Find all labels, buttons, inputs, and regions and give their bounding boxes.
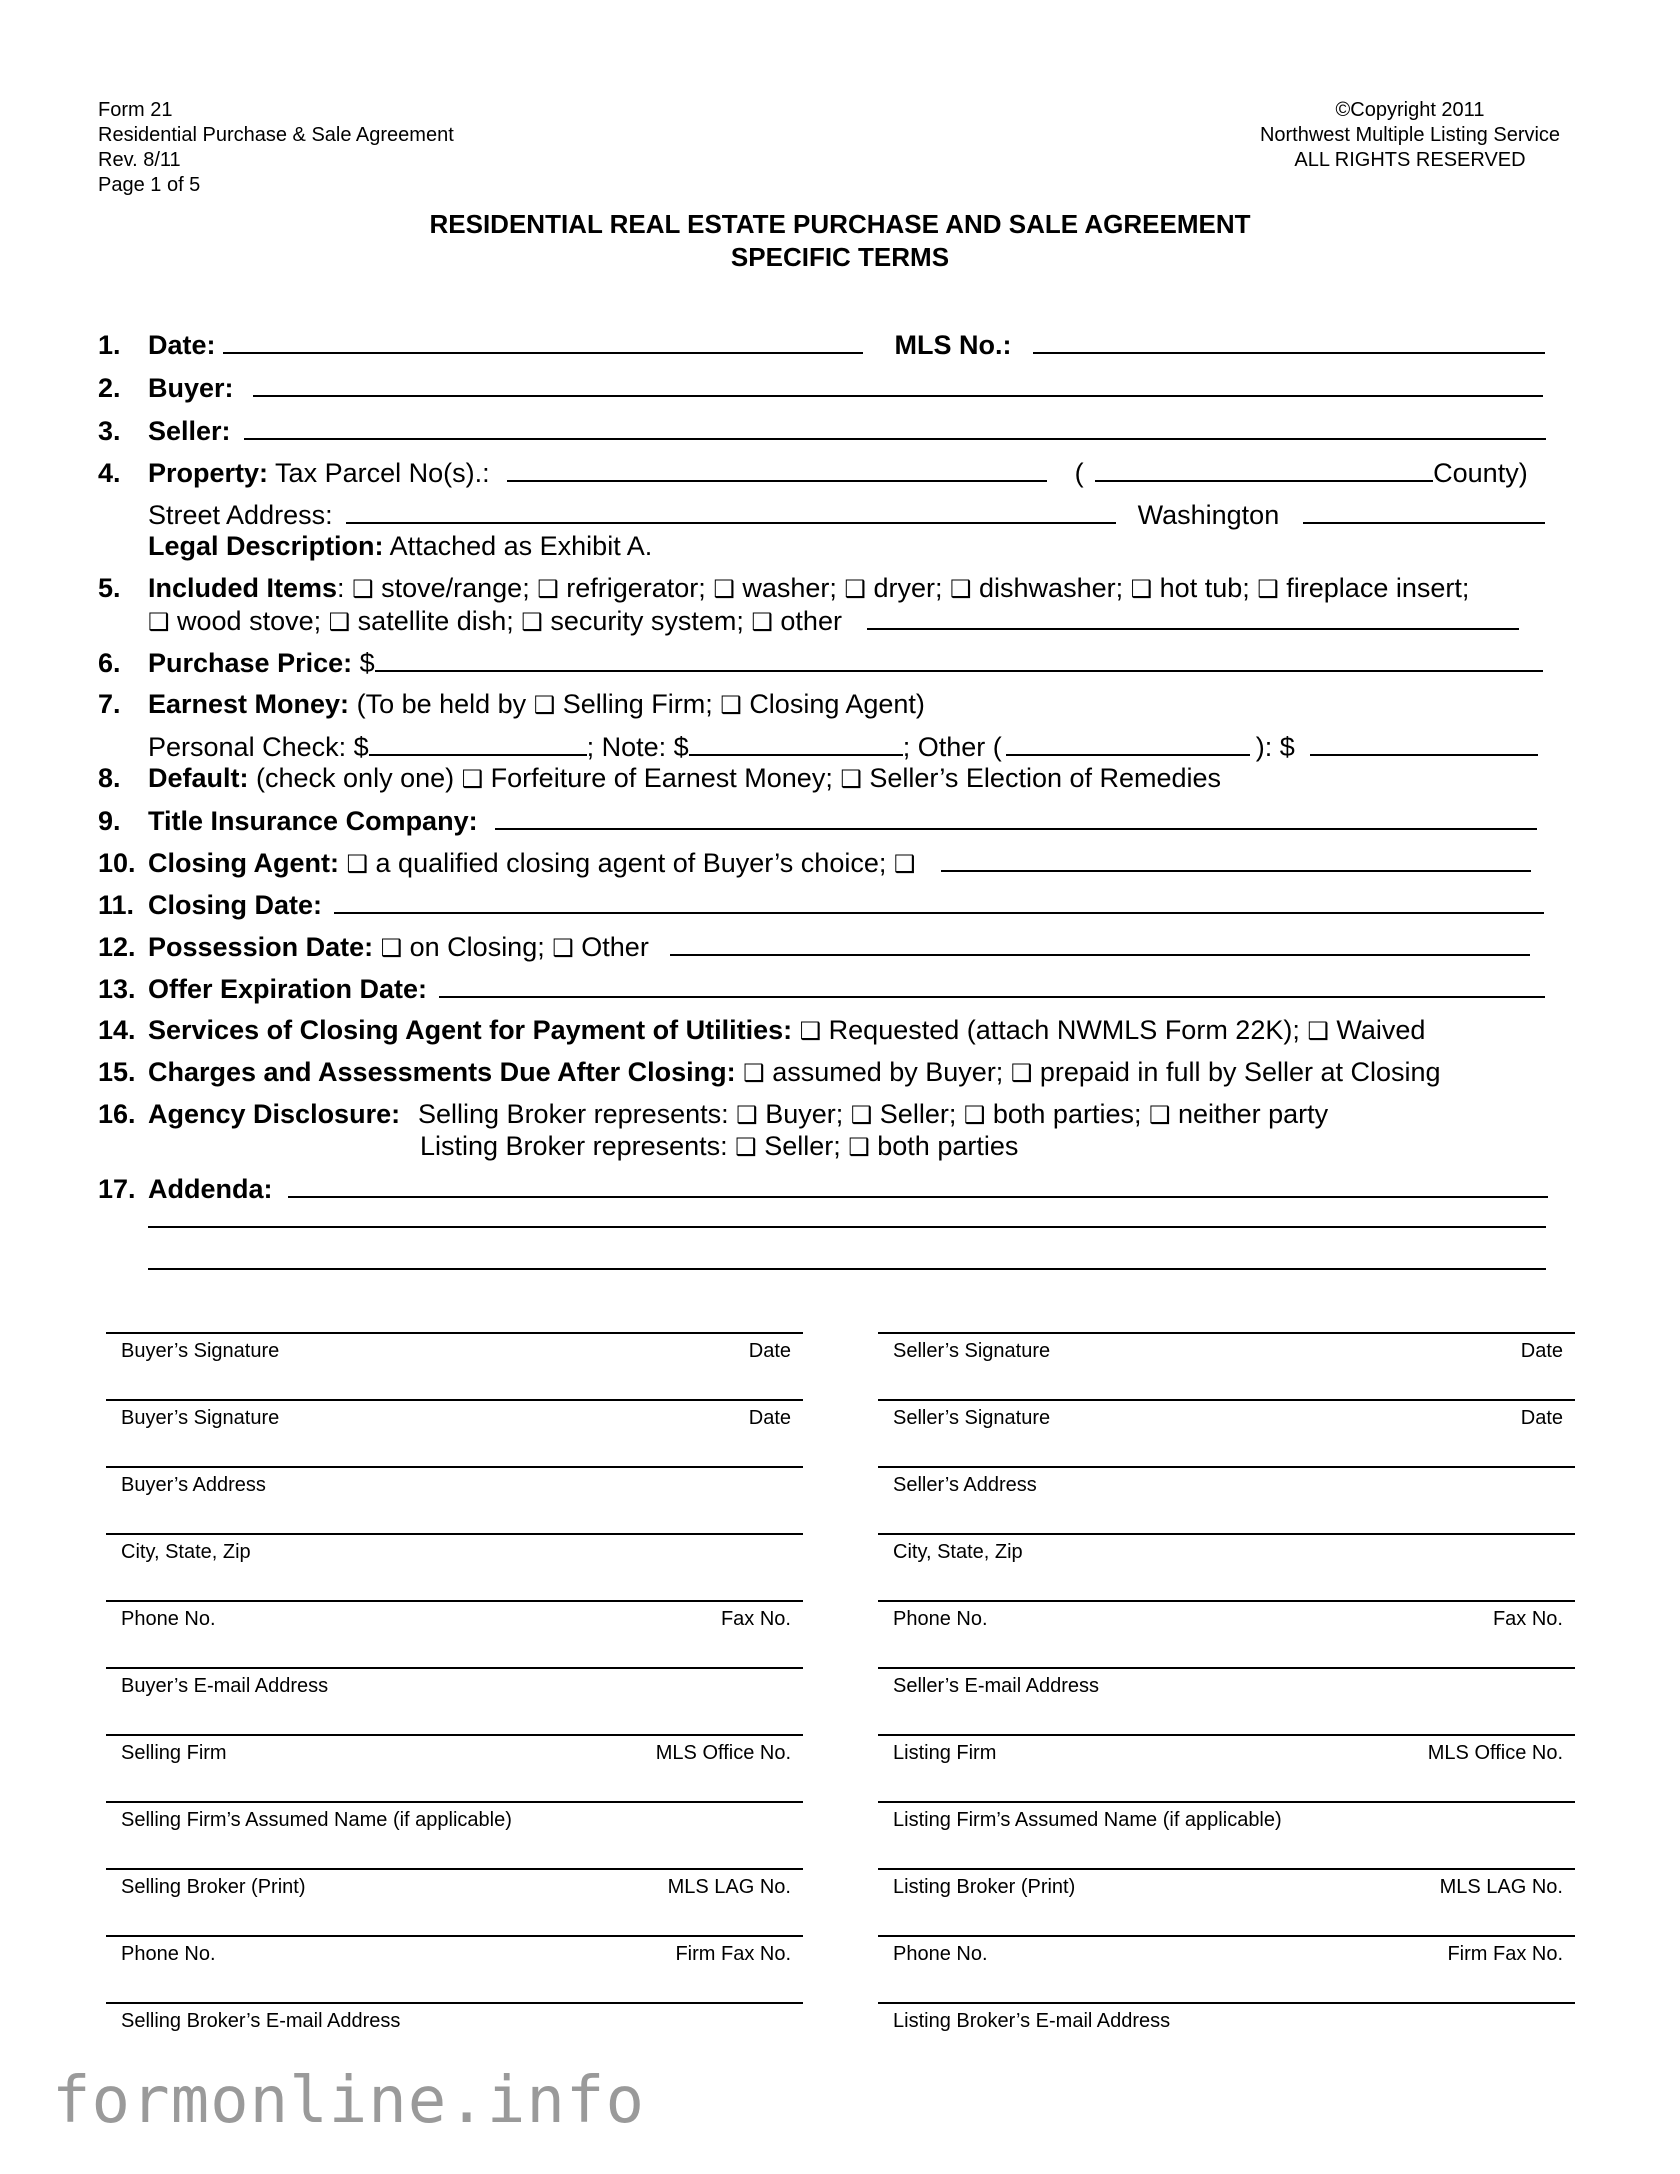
other-description-field[interactable]: [1006, 730, 1250, 756]
seller-signature-line[interactable]: [878, 1533, 1575, 1563]
label-utilities-waived: Waived: [1336, 1015, 1426, 1045]
addenda-field-3[interactable]: [148, 1268, 1546, 1270]
seller-signature-line[interactable]: [878, 1399, 1575, 1429]
label-security-system: security system;: [550, 606, 744, 636]
checkbox-security-system[interactable]: ❑: [521, 609, 543, 636]
label-prepaid-by-seller: prepaid in full by Seller at Closing: [1039, 1057, 1441, 1087]
closing-agent-field[interactable]: [941, 846, 1531, 872]
item-number: 4.: [98, 458, 121, 488]
checkbox-dryer[interactable]: ❑: [844, 576, 866, 603]
date-field[interactable]: [223, 328, 863, 354]
signature-line-label: Seller’s Address: [893, 1474, 1037, 1496]
personal-check-field[interactable]: [369, 730, 587, 756]
street-address-row: [148, 498, 1545, 531]
buyer-signature-line[interactable]: [106, 1399, 803, 1429]
addenda-label: Addenda:: [148, 1174, 273, 1204]
item-date: [98, 328, 1545, 361]
signature-line-label: City, State, Zip: [121, 1541, 251, 1563]
buyer-field[interactable]: [253, 371, 1543, 397]
charges-label: Charges and Assessments Due After Closing:: [148, 1057, 736, 1087]
label-hot-tub: hot tub;: [1159, 573, 1250, 603]
label-buyers-choice: a qualified closing agent of Buyer’s choice;: [375, 848, 887, 878]
other-items-field[interactable]: [867, 604, 1519, 630]
label-on-closing: on Closing;: [409, 932, 545, 962]
check-only-one-text: (check only one): [256, 763, 455, 793]
seller-signature-line[interactable]: [878, 1466, 1575, 1496]
signature-line-label: Buyer’s Signature: [121, 1407, 280, 1429]
closing-agent-label: Closing Agent:: [148, 848, 339, 878]
item-agency: [98, 1098, 1328, 1132]
county-label: County): [1433, 458, 1528, 488]
signature-line-label: Listing Firm: [893, 1742, 997, 1764]
label-sb-both: both parties;: [992, 1099, 1142, 1129]
seller-signature-line[interactable]: [878, 1935, 1575, 1965]
item-utilities: [98, 1014, 1425, 1048]
listing-broker-row: [420, 1130, 1018, 1164]
checkbox-sb-neither[interactable]: ❑: [1148, 1102, 1171, 1129]
checkbox-fireplace-insert[interactable]: ❑: [1257, 576, 1279, 603]
checkbox-selling-firm[interactable]: ❑: [533, 692, 556, 719]
signature-line-label: Phone No.: [893, 1943, 988, 1965]
form-revision: Rev. 8/11: [98, 149, 181, 171]
signature-line-label: Seller’s E-mail Address: [893, 1675, 1100, 1697]
buyer-signature-line[interactable]: [106, 1332, 803, 1362]
signature-line-right-label: MLS LAG No.: [667, 1876, 791, 1898]
other-label: ; Other (: [902, 732, 1002, 762]
legal-description-row: [148, 530, 652, 562]
checkbox-lb-both[interactable]: ❑: [848, 1134, 870, 1161]
signature-line-label: Listing Firm’s Assumed Name (if applicable): [893, 1809, 1282, 1831]
title-line-1: RESIDENTIAL REAL ESTATE PURCHASE AND SALE AGREEMENT: [429, 209, 1251, 239]
buyer-signature-line[interactable]: [106, 1734, 803, 1764]
item-number: 16.: [98, 1099, 136, 1129]
signature-line-label: Seller’s Signature: [893, 1340, 1051, 1362]
form-number: Form 21: [98, 99, 173, 121]
buyer-signature-line[interactable]: [106, 1600, 803, 1630]
checkbox-sb-both[interactable]: ❑: [963, 1102, 986, 1129]
label-refrigerator: refrigerator;: [566, 573, 706, 603]
tax-parcel-field[interactable]: [507, 456, 1047, 482]
earnest-money-label: Earnest Money:: [148, 689, 350, 719]
checkbox-lb-seller[interactable]: ❑: [735, 1134, 757, 1161]
item-closing-date: [98, 888, 1544, 921]
included-items-colon: :: [337, 573, 345, 603]
signature-line-right-label: Firm Fax No.: [1447, 1943, 1563, 1965]
item-number: 8.: [98, 763, 121, 793]
item-number: 2.: [98, 373, 121, 403]
item-charges: [98, 1056, 1441, 1090]
other-amount-field[interactable]: [1310, 730, 1538, 756]
item-number: 15.: [98, 1057, 136, 1087]
form-header-right: [1230, 98, 1590, 173]
checkbox-satellite-dish[interactable]: ❑: [328, 609, 351, 636]
state-label: Washington: [1137, 500, 1280, 530]
item-number: 3.: [98, 416, 121, 446]
item-purchase-price: [98, 646, 1543, 679]
buyer-signature-line[interactable]: [106, 1935, 803, 1965]
form-header-left: [98, 98, 454, 198]
checkbox-forfeiture[interactable]: ❑: [461, 766, 484, 793]
checkbox-closing-agent-other[interactable]: ❑: [893, 851, 916, 878]
label-sb-neither: neither party: [1178, 1099, 1329, 1129]
label-selling-firm: Selling Firm;: [562, 689, 713, 719]
addenda-field-1[interactable]: [288, 1172, 1548, 1198]
label-washer: washer;: [742, 573, 837, 603]
title-insurance-label: Title Insurance Company:: [148, 806, 478, 836]
signature-line-label: Phone No.: [893, 1608, 988, 1630]
checkbox-washer[interactable]: ❑: [713, 576, 735, 603]
label-lb-seller: Seller;: [764, 1131, 841, 1161]
note-label: ; Note: $: [586, 732, 689, 762]
signature-line-label: Buyer’s E-mail Address: [121, 1675, 329, 1697]
earnest-money-row-2: [148, 730, 1538, 763]
item-buyer: [98, 371, 1543, 404]
selling-broker-represents: Selling Broker represents:: [418, 1099, 729, 1129]
label-forfeiture: Forfeiture of Earnest Money;: [490, 763, 833, 793]
seller-signature-line[interactable]: [878, 1600, 1575, 1630]
checkbox-utilities-requested[interactable]: ❑: [799, 1018, 822, 1045]
signature-line-label: Buyer’s Address: [121, 1474, 266, 1496]
purchase-price-field[interactable]: [375, 646, 1543, 672]
item-number: 13.: [98, 974, 136, 1004]
item-addenda: [98, 1172, 1548, 1205]
checkbox-stove[interactable]: ❑: [352, 576, 374, 603]
signature-line-label: Selling Firm’s Assumed Name (if applicable): [121, 1809, 512, 1831]
checkbox-sb-seller[interactable]: ❑: [850, 1102, 873, 1129]
other-amount-label: ): $: [1255, 732, 1295, 762]
signature-line-right-label: Date: [1520, 1340, 1563, 1362]
checkbox-utilities-waived[interactable]: ❑: [1307, 1018, 1329, 1045]
possession-date-label: Possession Date:: [148, 932, 374, 962]
signature-line-label: Selling Firm: [121, 1742, 227, 1764]
label-assumed-by-buyer: assumed by Buyer;: [772, 1057, 1004, 1087]
default-label: Default:: [148, 763, 249, 793]
buyer-signature-line[interactable]: [106, 1466, 803, 1496]
currency-symbol: $: [359, 648, 375, 678]
checkbox-refrigerator[interactable]: ❑: [537, 576, 559, 603]
label-dryer: dryer;: [873, 573, 943, 603]
signature-line-right-label: MLS Office No.: [655, 1742, 791, 1764]
label-satellite-dish: satellite dish;: [357, 606, 514, 636]
organization: Northwest Multiple Listing Service: [1259, 124, 1561, 146]
label-wood-stove: wood stove;: [177, 606, 322, 636]
signature-line-label: Buyer’s Signature: [121, 1340, 280, 1362]
date-label: Date:: [148, 330, 216, 360]
included-items-label: Included Items: [148, 573, 338, 603]
seller-signature-line[interactable]: [878, 1332, 1575, 1362]
item-property: [98, 456, 1528, 489]
signature-line-right-label: Fax No.: [1492, 1608, 1563, 1630]
checkbox-prepaid-by-seller[interactable]: ❑: [1010, 1060, 1033, 1087]
offer-expiration-field[interactable]: [439, 972, 1545, 998]
seller-field[interactable]: [244, 414, 1546, 440]
tax-parcel-label: Tax Parcel No(s).:: [275, 458, 490, 488]
signature-line-label: Selling Broker’s E-mail Address: [121, 2010, 401, 2032]
earnest-held-by-text: (To be held by: [356, 689, 527, 719]
signature-line-label: Phone No.: [121, 1608, 216, 1630]
label-dishwasher: dishwasher;: [979, 573, 1124, 603]
utilities-label: Services of Closing Agent for Payment of Utilities:: [148, 1015, 793, 1045]
checkbox-closing-agent[interactable]: ❑: [720, 692, 742, 719]
seller-label: Seller:: [148, 416, 231, 446]
closing-date-field[interactable]: [334, 888, 1544, 914]
checkbox-dishwasher[interactable]: ❑: [950, 576, 972, 603]
seller-signature-line[interactable]: [878, 2002, 1575, 2032]
personal-check-label: Personal Check: $: [148, 732, 369, 762]
item-earnest-money: [98, 688, 925, 722]
checkbox-wood-stove[interactable]: ❑: [148, 609, 170, 636]
item-default: [98, 762, 1221, 796]
item-number: 17.: [98, 1174, 136, 1204]
agency-label: Agency Disclosure:: [148, 1099, 401, 1129]
item-number: 1.: [98, 330, 121, 360]
county-open-paren: (: [1074, 458, 1084, 488]
page-title: [0, 208, 1680, 274]
legal-description-text: Attached as Exhibit A.: [389, 531, 653, 561]
item-seller: [98, 414, 1546, 447]
label-possession-other: Other: [581, 932, 649, 962]
buyer-signature-line[interactable]: [106, 2002, 803, 2032]
item-number: 9.: [98, 806, 121, 836]
signature-line-right-label: MLS LAG No.: [1439, 1876, 1563, 1898]
checkbox-hot-tub[interactable]: ❑: [1130, 576, 1153, 603]
signature-line-right-label: Date: [748, 1340, 791, 1362]
signature-line-label: Selling Broker (Print): [121, 1876, 306, 1898]
checkbox-assumed-by-buyer[interactable]: ❑: [743, 1060, 765, 1087]
property-label: Property:: [148, 458, 269, 488]
listing-broker-represents: Listing Broker represents:: [420, 1131, 728, 1161]
possession-other-field[interactable]: [670, 930, 1530, 956]
item-number: 6.: [98, 648, 121, 678]
signature-line-right-label: Date: [748, 1407, 791, 1429]
item-number: 11.: [98, 890, 135, 920]
signature-line-right-label: MLS Office No.: [1427, 1742, 1563, 1764]
label-sb-buyer: Buyer;: [765, 1099, 844, 1129]
closing-date-label: Closing Date:: [148, 890, 323, 920]
label-closing-agent: Closing Agent): [749, 689, 925, 719]
seller-signature-line[interactable]: [878, 1801, 1575, 1831]
buyer-label: Buyer:: [148, 373, 234, 403]
zip-field[interactable]: [1303, 498, 1545, 524]
item-number: 10.: [98, 848, 136, 878]
county-field[interactable]: [1095, 456, 1433, 482]
legal-description-label: Legal Description:: [148, 531, 384, 561]
signature-line-right-label: Fax No.: [720, 1608, 791, 1630]
signature-line-label: Seller’s Signature: [893, 1407, 1051, 1429]
label-utilities-requested: Requested (attach NWMLS Form 22K);: [828, 1015, 1300, 1045]
item-possession-date: [98, 930, 1530, 965]
checkbox-possession-other[interactable]: ❑: [552, 935, 574, 962]
form-name: Residential Purchase & Sale Agreement: [98, 124, 454, 146]
label-sb-seller: Seller;: [879, 1099, 957, 1129]
title-insurance-field[interactable]: [495, 804, 1537, 830]
signature-line-right-label: Date: [1520, 1407, 1563, 1429]
copyright: ©Copyright 2011: [1335, 99, 1485, 121]
buyer-signature-line[interactable]: [106, 1667, 803, 1697]
signature-line-label: Listing Broker (Print): [893, 1876, 1076, 1898]
label-stove: stove/range;: [381, 573, 530, 603]
item-included: [98, 572, 1469, 606]
purchase-price-label: Purchase Price:: [148, 648, 353, 678]
mls-label: MLS No.:: [894, 330, 1012, 360]
watermark: formonline.info: [52, 2064, 645, 2138]
signature-line-right-label: Firm Fax No.: [675, 1943, 791, 1965]
signature-line-label: Phone No.: [121, 1943, 216, 1965]
title-line-2: SPECIFIC TERMS: [730, 242, 950, 272]
item-number: 14.: [98, 1015, 136, 1045]
label-seller-election: Seller’s Election of Remedies: [869, 763, 1222, 793]
page-number: Page 1 of 5: [98, 174, 201, 196]
checkbox-on-closing[interactable]: ❑: [380, 935, 403, 962]
item-number: 7.: [98, 689, 121, 719]
addenda-field-2[interactable]: [148, 1226, 1546, 1228]
checkbox-sb-buyer[interactable]: ❑: [736, 1102, 758, 1129]
rights: ALL RIGHTS RESERVED: [1294, 149, 1526, 171]
included-items-row-2: [148, 604, 1519, 639]
checkbox-seller-election[interactable]: ❑: [840, 766, 862, 793]
checkbox-buyers-choice[interactable]: ❑: [346, 851, 369, 878]
item-offer-expiration: [98, 972, 1545, 1005]
signature-line-label: City, State, Zip: [893, 1541, 1023, 1563]
label-lb-both: both parties: [877, 1131, 1019, 1161]
buyer-signature-line[interactable]: [106, 1533, 803, 1563]
seller-signature-line[interactable]: [878, 1868, 1575, 1898]
mls-field[interactable]: [1033, 328, 1545, 354]
signature-line-label: Listing Broker’s E-mail Address: [893, 2010, 1171, 2032]
seller-signature-line[interactable]: [878, 1734, 1575, 1764]
buyer-signature-line[interactable]: [106, 1801, 803, 1831]
note-field[interactable]: [689, 730, 903, 756]
item-number: 12.: [98, 932, 136, 962]
item-title-insurance: [98, 804, 1537, 837]
label-other: other: [780, 606, 842, 636]
item-number: 5.: [98, 573, 121, 603]
item-closing-agent: [98, 846, 1531, 881]
label-fireplace-insert: fireplace insert;: [1286, 573, 1470, 603]
checkbox-other[interactable]: ❑: [751, 609, 773, 636]
street-address-label: Street Address:: [148, 500, 333, 530]
offer-expiration-label: Offer Expiration Date:: [148, 974, 428, 1004]
street-address-field[interactable]: [346, 498, 1116, 524]
seller-signature-line[interactable]: [878, 1667, 1575, 1697]
buyer-signature-line[interactable]: [106, 1868, 803, 1898]
